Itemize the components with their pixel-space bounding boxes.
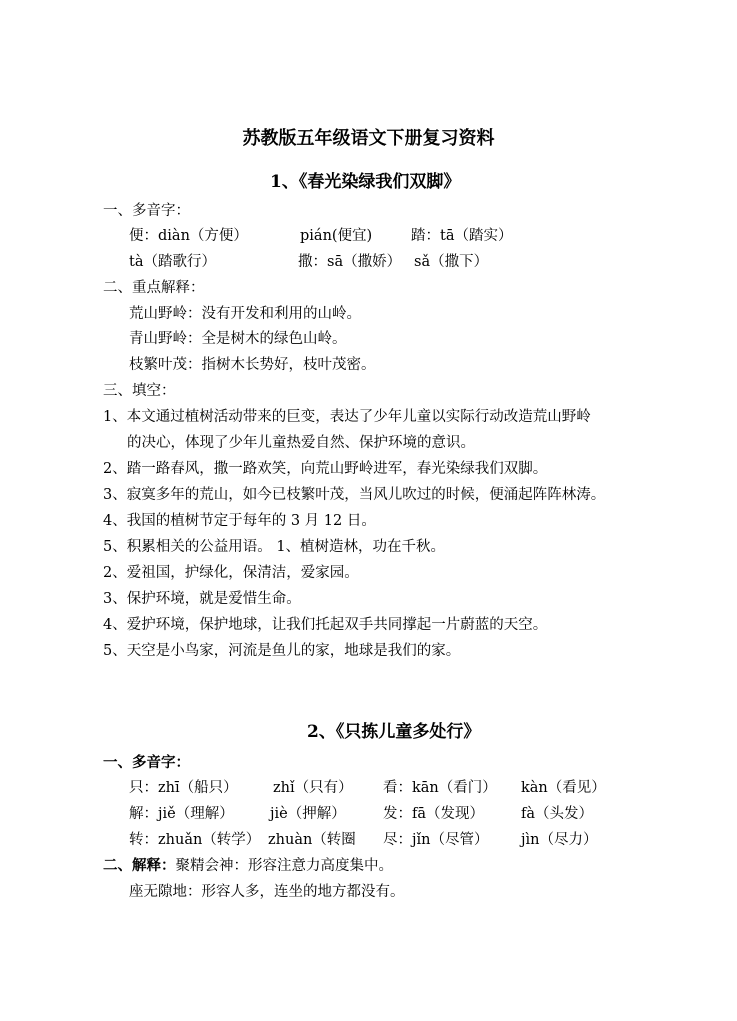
polyphonic-entry: zhǐ（只有） xyxy=(273,780,353,796)
polyphonic-entry: sǎ（撒下） xyxy=(414,254,489,270)
fill-item: 5、天空是小鸟家，河流是鱼儿的家，地球是我们的家。 xyxy=(103,643,461,659)
polyphonic-entry: zhuàn（转圈 xyxy=(268,832,356,848)
polyphonic-entry: jìn（尽力） xyxy=(521,832,598,848)
fill-item: 5、积累相关的公益用语。 1、植树造林，功在千秋。 xyxy=(103,539,446,555)
word-explanation: 枝繁叶茂：指树木长势好，枝叶茂密。 xyxy=(129,357,376,373)
fill-item: 3、寂寞多年的荒山，如今已枝繁叶茂，当风儿吹过的时候，便涌起阵阵林涛。 xyxy=(103,487,606,503)
lesson2-polyphonic-heading: 一、多音字： xyxy=(103,754,190,771)
lesson1-title: 1、《春光染绿我们双脚》 xyxy=(270,172,461,192)
fill-item: 1、本文通过植树活动带来的巨变，表达了少年儿童以实际行动改造荒山野岭 xyxy=(103,409,591,425)
fill-item: 的决心，体现了少年儿童热爱自然、保护环境的意识。 xyxy=(127,435,475,451)
lesson2-words-row xyxy=(103,857,393,875)
word-explanation: 荒山野岭：没有开发和利用的山岭。 xyxy=(129,306,361,322)
fill-item: 3、保护环境，就是爱惜生命。 xyxy=(103,591,301,607)
fill-item: 4、爱护环境，保护地球，让我们托起双手共同撑起一片蔚蓝的天空。 xyxy=(103,617,548,633)
polyphonic-entry: 尽：jǐn（尽管） xyxy=(383,832,489,848)
lesson2-title: 2、《只拣儿童多处行》 xyxy=(307,722,481,742)
lesson1-fill-heading: 三、填空： xyxy=(103,383,176,399)
polyphonic-entry: tà（踏歌行） xyxy=(129,254,216,270)
fill-item: 2、爱祖国，护绿化，保清洁，爱家园。 xyxy=(103,565,359,581)
word-explanation: 聚精会神：形容注意力高度集中。 xyxy=(175,858,393,874)
polyphonic-entry: 撒：sā（撒娇） xyxy=(298,254,402,270)
polyphonic-entry: 看：kān（看门） xyxy=(383,780,497,796)
fill-item: 4、我国的植树节定于每年的 3 月 12 日。 xyxy=(103,513,376,529)
polyphonic-entry: 便：diàn（方便） xyxy=(129,228,248,244)
lesson2-words-heading: 二、解释： xyxy=(103,857,176,874)
polyphonic-entry: 转：zhuǎn（转学） xyxy=(129,832,261,848)
fill-item: 2、踏一路春风，撒一路欢笑，向荒山野岭进军，春光染绿我们双脚。 xyxy=(103,461,548,477)
polyphonic-entry: jiè（押解） xyxy=(270,806,346,822)
document-title: 苏教版五年级语文下册复习资料 xyxy=(242,128,495,149)
polyphonic-entry: pián(便宜) xyxy=(300,228,373,244)
polyphonic-entry: 发：fā（发现） xyxy=(383,806,485,822)
word-explanation: 青山野岭：全是树木的绿色山岭。 xyxy=(129,331,347,347)
polyphonic-entry: fà（头发） xyxy=(521,806,594,822)
word-explanation: 座无隙地：形容人多，连坐的地方都没有。 xyxy=(129,884,405,900)
lesson1-words-heading: 二、重点解释： xyxy=(103,280,205,296)
polyphonic-entry: 只：zhī（船只） xyxy=(129,780,238,796)
polyphonic-entry: kàn（看见） xyxy=(521,780,606,796)
lesson1-polyphonic-heading: 一、多音字： xyxy=(103,203,190,219)
polyphonic-entry: 踏：tā（踏实） xyxy=(411,228,513,244)
polyphonic-entry: 解：jiě（理解） xyxy=(129,806,234,822)
